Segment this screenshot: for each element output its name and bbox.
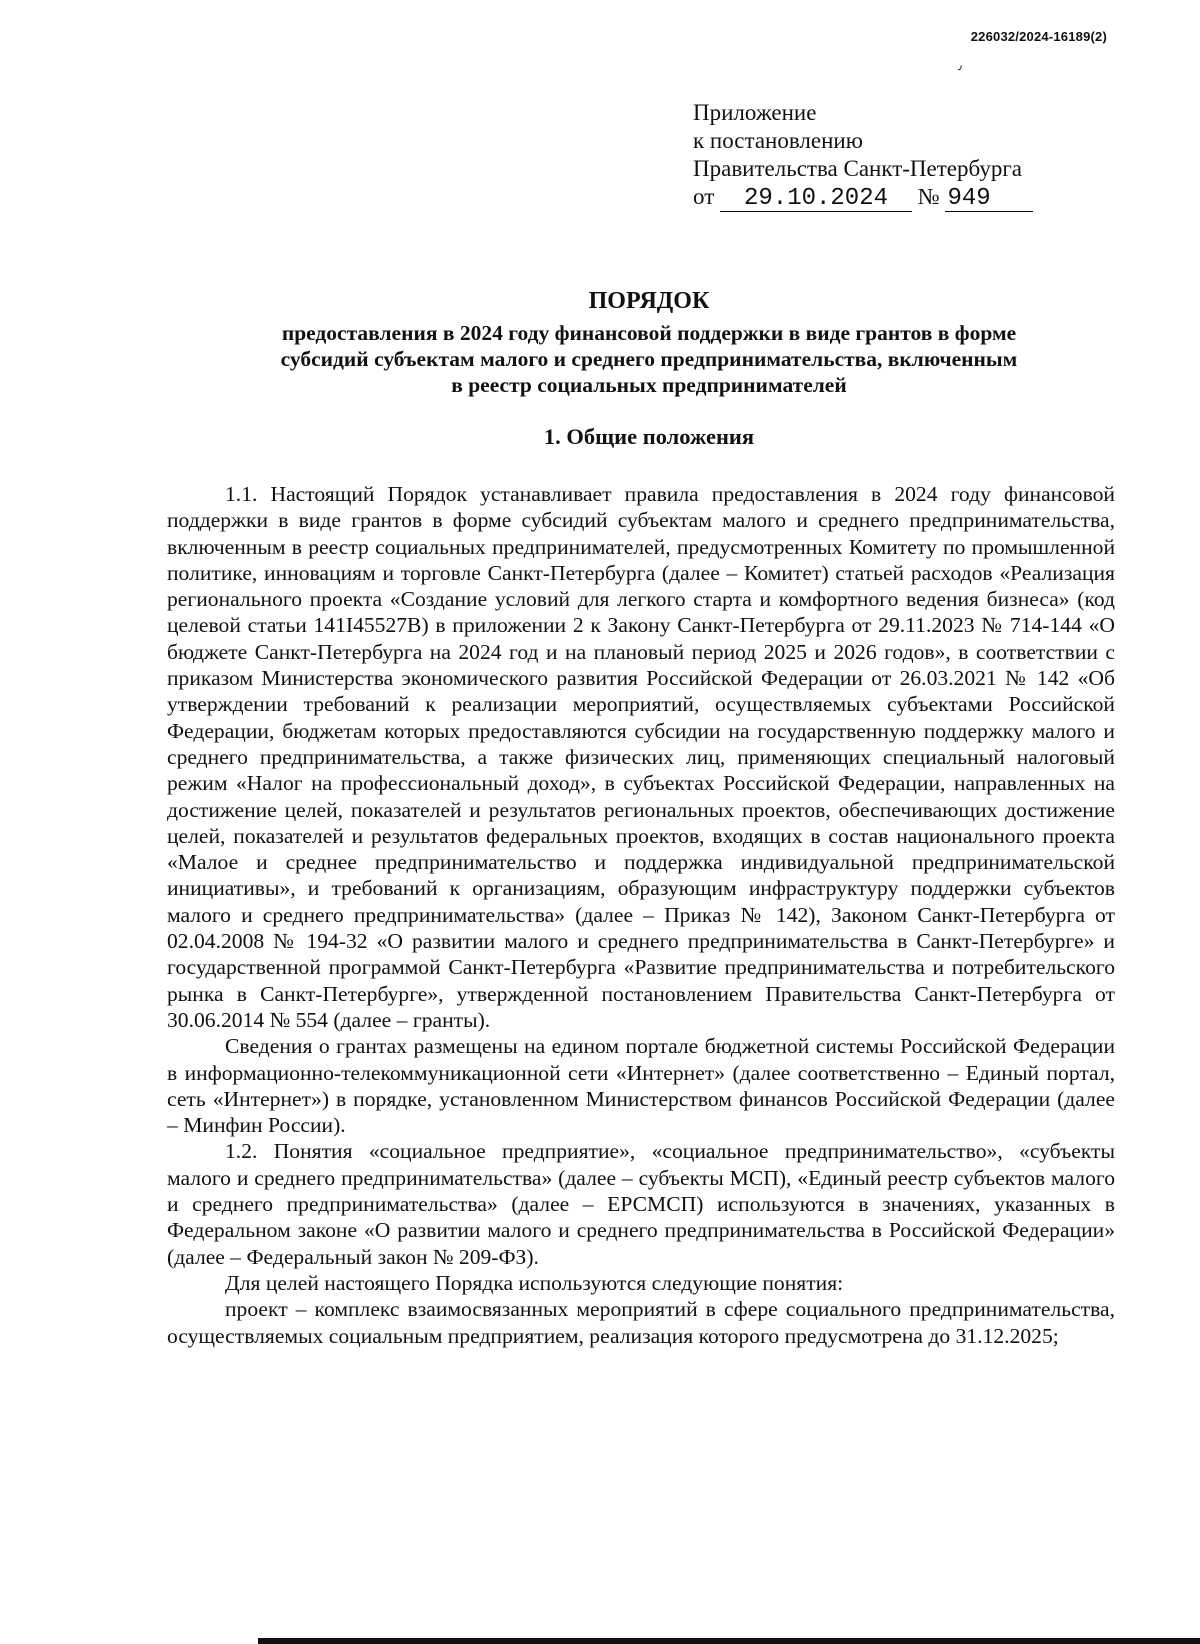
section-heading: 1. Общие положения [543, 424, 755, 449]
subtitle-line: субсидий субъектам малого и среднего предпринимательства, включенным [280, 347, 1018, 371]
appendix-block [693, 99, 1033, 212]
resolution-number: 949 [945, 187, 1033, 212]
subtitle-line: предоставления в 2024 году финансовой поддержки в виде грантов в форме [281, 321, 1017, 345]
resolution-date: 29.10.2024 [720, 187, 912, 212]
paragraph: 1.1. Настоящий Порядок устанавливает правила предоставления в 2024 году финансовой поддержки в виде грантов в форме субсидий субъектам малого и среднего предпринимательства, включенным в реестр социальных предпринимателей, предусмотренных Комитету по промышленной политике, инновациям и торговле Санкт-Петербурга (далее – Комитет) статьей расходов «Реализация регионального проекта «Создание условий для легкого старта и комфортного ведения бизнеса» (код целевой статьи 141I45527В) в приложении 2 к Закону Санкт-Петербурга от 29.11.2023 № 714-144 «О бюджете Санкт-Петербурга на 2024 год и на плановый период 2025 и 2026 годов», в соответствии с приказом Министерства экономического развития Российской Федерации от 26.03.2021 № 142 «Об утверждении требований к реализации мероприятий, осуществляемых субъектами Российской Федерации, бюджетам которых предоставляются субсидии на государственную поддержку малого и среднего предпринимательства, а также физических лиц, применяющих специальный налоговый режим «Налог на профессиональный доход», в субъектах Российской Федерации, направленных на достижение целей, показателей и результатов региональных проектов, обеспечивающих достижение целей, показателей и результатов федеральных проектов, входящих в состав национального проекта «Малое и среднее предпринимательство и поддержка индивидуальной предпринимательской инициативы», и требований к организациям, образующим инфраструктуру поддержки субъектов малого и среднего предпринимательства» (далее – Приказ № 142), Законом Санкт-Петербурга от 02.04.2008 № 194-32 «О развитии малого и среднего предпринимательства в Санкт-Петербурге» и государственной программой Санкт-Петербурга «Развитие предпринимательства и потребительского рынка в Санкт-Петербурге», утвержденной постановлением Правительства Санкт-Петербурга от 30.06.2014 № 554 (далее – гранты). [167, 482, 1115, 1032]
appendix-line: к постановлению [693, 128, 863, 153]
appendix-line: Правительства Санкт-Петербурга [693, 156, 1022, 181]
scan-mark: ٫ [958, 58, 962, 72]
paragraph: Для целей настоящего Порядка используются следующие понятия: [225, 1270, 844, 1295]
document-number: 226032/2024-16189(2) [970, 29, 1107, 44]
scan-edge [258, 1638, 1200, 1644]
paragraph: Сведения о грантах размещены на едином портале бюджетной системы Российской Федерации в информационно-телекоммуникационной сети «Интернет» (далее соответственно – Единый портал, сеть «Интернет») в порядке, установленном Министерством финансов Российской Федерации (далее – Минфин России). [167, 1034, 1115, 1138]
paragraph: проект – комплекс взаимосвязанных мероприятий в сфере социального предпринимательства, осуществляемых социальным предприятием, реализация которого предусмотрена до 31.12.2025; [167, 1297, 1115, 1348]
subtitle-line: в реестр социальных предпринимателей [451, 373, 847, 397]
document-subtitle [0, 320, 1200, 398]
appendix-date-row [693, 183, 1033, 212]
document-title: ПОРЯДОК [588, 288, 710, 314]
number-label: № [917, 184, 940, 209]
from-label: от [693, 184, 715, 209]
appendix-line: Приложение [693, 100, 817, 125]
paragraph: 1.2. Понятия «социальное предприятие», «социальное предпринимательство», «субъекты малого и среднего предпринимательства» (далее – субъекты МСП), «Единый реестр субъектов малого и среднего предпринимательства» (далее – ЕРСМСП) используются в значениях, указанных в Федеральном законе «О развитии малого и среднего предпринимательства в Российской Федерации» (далее – Федеральный закон № 209-ФЗ). [167, 1139, 1115, 1269]
document-body [167, 481, 1115, 1349]
